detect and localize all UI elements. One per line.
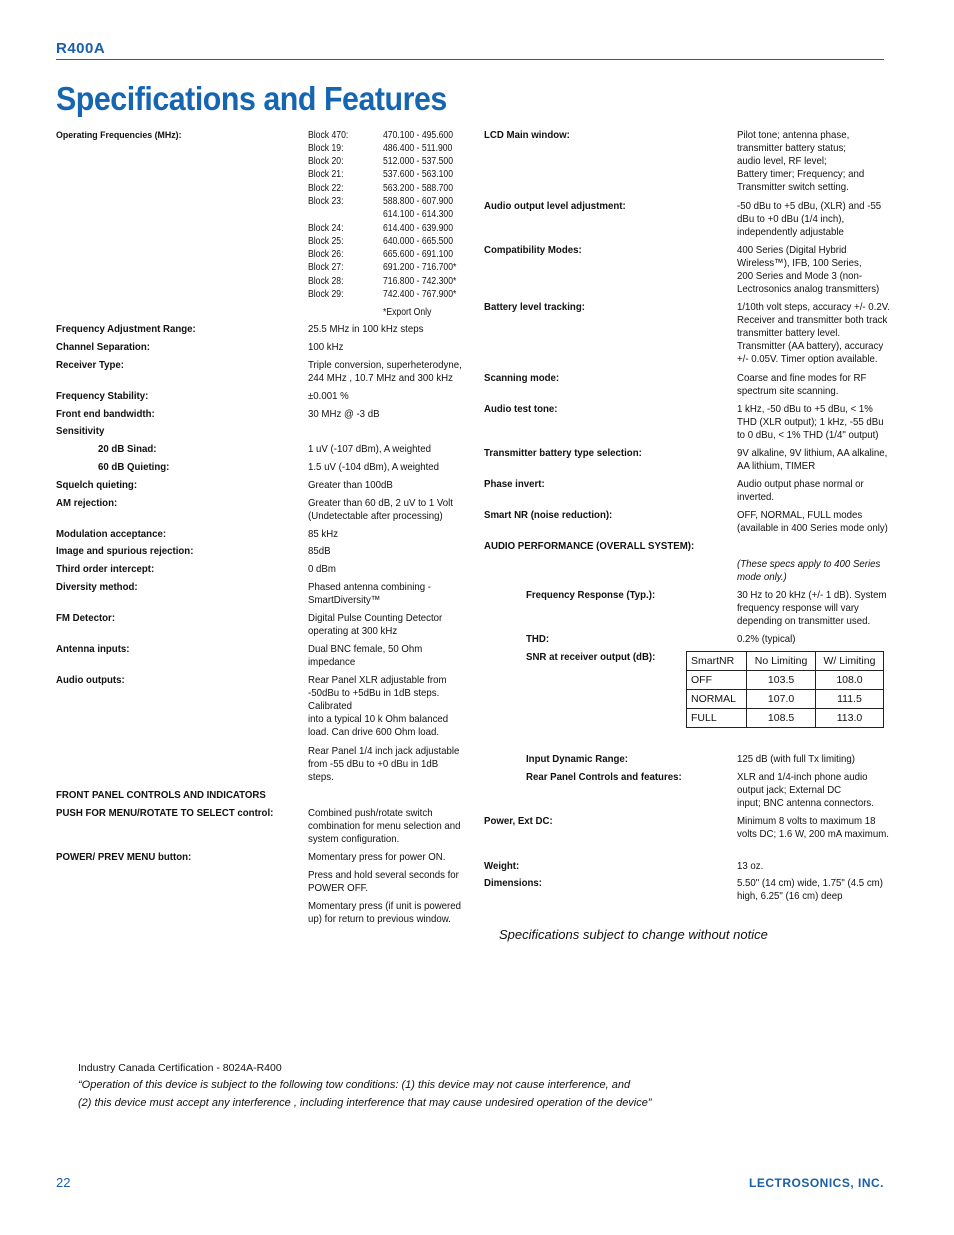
frequency-block-range: 486.400 - 511.900 [383,143,453,154]
spec-value: Press and hold several seconds for POWER OFF. [308,869,459,894]
table-cell: 108.0 [815,671,883,690]
spec-label: Phase invert: [484,478,545,490]
table-cell: FULL [687,709,747,728]
spec-value: 1.5 uV (-104 dBm), A weighted [308,461,440,473]
spec-label: Modulation acceptance: [56,528,167,540]
table-row [687,671,884,690]
spec-value: XLR and 1/4-inch phone audio output jack; External DC input; BNC antenna connectors. [737,771,874,809]
section-heading: AUDIO PERFORMANCE (OVERALL SYSTEM): [484,540,695,552]
table-header: No Limiting [747,652,816,671]
spec-value: 0 dBm [308,563,336,575]
spec-value: 25.5 MHz in 100 kHz steps [308,323,424,335]
spec-label: Third order intercept: [56,563,155,575]
frequency-block-range: 614.400 - 639.900 [383,223,454,234]
table-row [687,690,884,709]
spec-label: Input Dynamic Range: [526,753,628,765]
spec-value: Greater than 60 dB, 2 uV to 1 Volt (Undetectable after processing) [308,497,454,522]
frequency-block-name: Block 470: [308,130,349,141]
spec-label: Compatibility Modes: [484,244,582,256]
page-number: 22 [56,1175,71,1190]
frequency-block-range: 470.100 - 495.600 [383,130,454,141]
spec-value: Minimum 8 volts to maximum 18 volts DC; 1.6 W, 200 mA maximum. [737,815,889,840]
certification-line: Industry Canada Certification - 8024A-R400 [78,1062,282,1074]
certification-statement: (2) this device must accept any interference , including interference that may cause undesired operation of the device” [78,1097,652,1109]
frequency-block-range: 640.000 - 665.500 [383,236,454,247]
spec-value: Momentary press (if unit is powered up) for return to previous window. [308,900,462,925]
spec-label: Power, Ext DC: [484,815,553,827]
spec-label: 20 dB Sinad: [98,443,157,455]
table-cell: 103.5 [747,671,816,690]
spec-value: 0.2% (typical) [737,633,796,645]
spec-note: (These specs apply to 400 Series mode only.) [737,558,881,583]
frequency-block-name: Block 29: [308,289,344,300]
spec-label: 60 dB Quieting: [98,461,170,473]
table-header: SmartNR [687,652,747,671]
frequency-block-range: 665.600 - 691.100 [383,249,454,260]
spec-label: FM Detector: [56,612,116,624]
table-row [687,709,884,728]
frequency-block-name: Block 24: [308,223,344,234]
frequency-block-name: Block 21: [308,169,344,180]
spec-label: Smart NR (noise reduction): [484,509,613,521]
spec-value: ±0.001 % [308,390,349,402]
table-cell: 113.0 [815,709,883,728]
spec-label: THD: [526,633,550,645]
spec-label: Operating Frequencies (MHz): [56,130,182,141]
spec-value: 1/10th volt steps, accuracy +/- 0.2V. Receiver and transmitter both track transmitter battery level. Transmitter (AA battery), accuracy +/- 0.05V. Timer option available. [737,301,890,365]
table-cell: 108.5 [747,709,816,728]
spec-label: PUSH FOR MENU/ROTATE TO SELECT control: [56,807,274,819]
spec-value: 30 MHz @ -3 dB [308,408,380,420]
company-name: LECTROSONICS, INC. [748,1176,884,1190]
frequency-block-range: 563.200 - 588.700 [383,183,454,194]
spec-label: POWER/ PREV MENU button: [56,851,192,863]
spec-value: Momentary press for power ON. [308,851,446,863]
frequency-block-range: 512.000 - 537.500 [383,156,454,167]
spec-label: SNR at receiver output (dB): [526,651,656,663]
frequency-block-range: 614.100 - 614.300 [383,209,454,220]
table-header: W/ Limiting [815,652,883,671]
spec-value: Digital Pulse Counting Detector operating at 300 kHz [308,612,443,637]
frequency-block-name: Block 28: [308,276,344,287]
spec-label: Audio outputs: [56,674,125,686]
spec-label: Rear Panel Controls and features: [526,771,682,783]
page-title: Specifications and Features [56,80,447,117]
spec-label: Antenna inputs: [56,643,130,655]
certification-statement: “Operation of this device is subject to the following tow conditions: (1) this device may not cause interference, and [78,1079,631,1091]
spec-value: 1 uV (-107 dBm), A weighted [308,443,431,455]
spec-label: Front end bandwidth: [56,408,155,420]
section-heading: FRONT PANEL CONTROLS AND INDICATORS [56,789,266,801]
frequency-block-name: Block 27: [308,262,344,273]
spec-value: 125 dB (with full Tx limiting) [737,753,855,765]
spec-label: LCD Main window: [484,129,570,141]
frequency-block-name: Block 25: [308,236,344,247]
table-header-row [687,652,884,671]
spec-value: 9V alkaline, 9V lithium, AA alkaline, AA lithium, TIMER [737,447,888,472]
frequency-block-range: 716.800 - 742.300* [383,276,457,287]
export-note: *Export Only [383,307,432,318]
spec-label: Frequency Adjustment Range: [56,323,196,335]
frequency-block-range: 588.800 - 607.900 [383,196,454,207]
frequency-block-range: 742.400 - 767.900* [383,289,457,300]
spec-value: 85 kHz [308,528,339,540]
spec-label: Battery level tracking: [484,301,585,313]
spec-value: Combined push/rotate switch combination for menu selection and system configuration. [308,807,461,845]
spec-label: Channel Separation: [56,341,150,353]
table-cell: OFF [687,671,747,690]
spec-label: Sensitivity [56,425,105,437]
table-cell: 107.0 [747,690,816,709]
header-model: R400A [56,40,106,57]
spec-value: Phased antenna combining - SmartDiversity™ [308,581,431,606]
spec-value: Triple conversion, superheterodyne, 244 MHz , 10.7 MHz and 300 kHz [308,359,462,384]
spec-label: Audio output level adjustment: [484,200,626,212]
spec-label: Weight: [484,860,520,872]
spec-value: Greater than 100dB [308,479,393,491]
spec-label: Transmitter battery type selection: [484,447,642,459]
spec-value: 30 Hz to 20 kHz (+/- 1 dB). System frequency response will vary depending on transmitter used. [737,589,887,627]
spec-value: 13 oz. [737,860,764,872]
spec-label: AM rejection: [56,497,118,509]
change-notice: Specifications subject to change without notice [499,927,768,942]
frequency-block-range: 537.600 - 563.100 [383,169,454,180]
spec-value: Audio output phase normal or inverted. [737,478,864,503]
spec-value: Coarse and fine modes for RF spectrum site scanning. [737,372,867,397]
frequency-block-name: Block 23: [308,196,344,207]
spec-label: Frequency Response (Typ.): [526,589,656,601]
spec-value: 400 Series (Digital Hybrid Wireless™), IFB, 100 Series, 200 Series and Mode 3 (non- Lectrosonics analog transmitters) [737,244,880,295]
spec-value: -50 dBu to +5 dBu, (XLR) and -55 dBu to +0 dBu (1/4 inch), independently adjustable [737,200,882,238]
spec-label: Dimensions: [484,877,542,889]
spec-label: Receiver Type: [56,359,125,371]
spec-label: Diversity method: [56,581,138,593]
spec-value: 5.50" (14 cm) wide, 1.75" (4.5 cm) high, 6.25" (16 cm) deep [737,877,883,902]
frequency-block-name: Block 26: [308,249,344,260]
spec-value: 1 kHz, -50 dBu to +5 dBu, < 1% THD (XLR output); 1 kHz, -55 dBu to 0 dBu, < 1% THD (1/4" output) [737,403,884,441]
frequency-block-range: 691.200 - 716.700* [383,262,457,273]
header-rule [56,59,884,60]
spec-label: Image and spurious rejection: [56,545,194,557]
spec-value: 85dB [308,545,331,557]
spec-value: Rear Panel XLR adjustable from -50dBu to +5dBu in 1dB steps. Calibrated into a typical 10 k Ohm balanced load. Can drive 600 Ohm load. [308,674,449,738]
spec-value: 100 kHz [308,341,344,353]
table-cell: NORMAL [687,690,747,709]
frequency-block-name: Block 19: [308,143,344,154]
spec-value: Pilot tone; antenna phase, transmitter battery status; audio level, RF level; Battery timer; Frequency; and Transmitter switch setting. [737,129,865,193]
snr-table [686,651,884,728]
spec-value: Rear Panel 1/4 inch jack adjustable from -55 dBu to +0 dBu in 1dB steps. [308,745,460,783]
spec-value: Dual BNC female, 50 Ohm impedance [308,643,423,668]
frequency-block-name: Block 20: [308,156,344,167]
spec-value: OFF, NORMAL, FULL modes (available in 400 Series mode only) [737,509,888,534]
spec-label: Squelch quieting: [56,479,138,491]
spec-label: Scanning mode: [484,372,560,384]
spec-label: Frequency Stability: [56,390,149,402]
table-cell: 111.5 [815,690,883,709]
spec-label: Audio test tone: [484,403,558,415]
frequency-block-name: Block 22: [308,183,344,194]
